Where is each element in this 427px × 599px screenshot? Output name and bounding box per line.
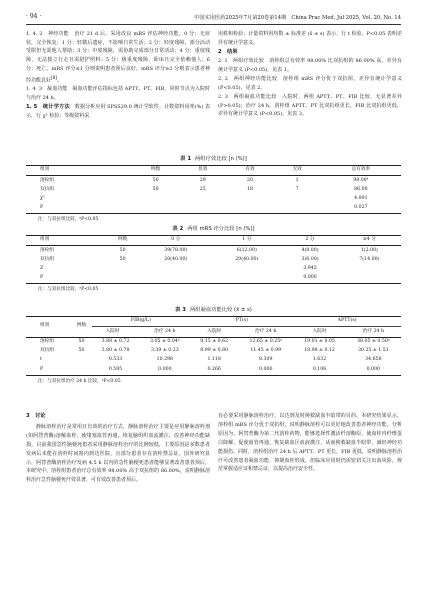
table-3-group-header: FIB(g/L)	[92, 317, 191, 327]
table-3-header: 例数	[71, 317, 91, 338]
section-1-4-2: 1. 4. 2 神经功能 治疗 21 d 后，采用改良 mRS 评估神经功能，0 分：无症状，完全恢复；1 分：轻微后遗症，不影响日常生活；2 分：轻度残障，部分活动受限但无需他人帮助；3 分：中度残障，需协助完成部分日常活动；4 分：重度残障，无法独立行走且需陪护照料；5 分：极重度残障，卧床且完全依赖他人；6 分：死亡。mRS 评分≤1 分则说明患者预后良好，mRS 评分≥2 分则表示患者神经功能良好[8]。	[26, 31, 210, 84]
table-2-note: 注：与双抗组比较，ᵃP<0.05	[38, 287, 99, 293]
table-row	[26, 347, 401, 356]
table-cell: 0.000	[238, 365, 293, 375]
section-2-2: 2. 2 两组神经功能比较 溶栓组 mRS 评分优于双抗组，差异有统计学意义 (P<0.05)，见表 2。	[218, 76, 402, 91]
table-cell: 8.99 ± 0.80	[200, 348, 229, 354]
table-cell: 双抗组	[40, 256, 55, 262]
table-1-header: 例数	[132, 166, 179, 176]
table-cell: 双抗组	[40, 348, 55, 354]
table-cell: 50	[119, 247, 126, 253]
section-2-3: 2. 3 两组凝血功能比较 入院时，两组 APTT、PT、FIB 比较，无显著差异 (P>0.05)；治疗 24 h，溶栓组 APTT、PT 比双抗组更长，FIB 比双抗组更低，差异有统计学意义 (P<0.05)，见表 3。	[218, 93, 402, 118]
table-cell: 1.118	[207, 357, 221, 363]
table-cell: 3(6.00)	[301, 256, 319, 262]
table-2-header: 例数	[105, 236, 140, 246]
table-1-header: 总有效率	[321, 166, 401, 176]
table-1-header: 有效	[226, 166, 273, 176]
table-cell: 4(8.00)	[301, 247, 319, 253]
section-2-1: 2. 1 两组疗效比较 溶栓组总有效率 98.00% 比双抗组的 86.00% 高，差异有统计学意义 (P<0.05)，见表 1。	[218, 58, 402, 73]
discussion-paragraph-right: 有必要采用静脉溶栓治疗，以达到及时挽救缺血半暗带的目的。本研究结果显示，溶栓组 mRS 评分优于双抗组，说明静脉溶栓可以更好地改善患者神经功能。分析原因为，阿替普酶为第二代溶栓药物，能够选择性激活纤溶酶原，使血栓内纤维蛋白降解，促使血管再通，恢复缺血区血液灌注，从而挽救缺血半暗带，减轻神经功能损伤。同时，溶栓组治疗 24 h 后 APTT、PT 更长，FIB 更低，说明静脉溶栓治疗可改善患者凝血功能，抑制血栓形成，但临床应用时仍需密切关注出血风险，规范掌握适应证和禁忌证，以提高治疗安全性。	[218, 413, 402, 473]
table-cell: 29	[199, 177, 206, 183]
table-cell: 11.45 ± 0.99	[250, 348, 282, 354]
table-3-subheader: 入院时	[190, 327, 238, 337]
table-cell: Z	[40, 266, 44, 272]
table-3-subheader: 治疗 24 h	[346, 327, 401, 337]
page-number: · 94 ·	[26, 13, 42, 20]
table-cell: 10.298	[156, 357, 174, 363]
table-cell: 39(78.00)	[164, 247, 188, 253]
table-cell: 18	[246, 186, 253, 192]
section-1-5: 1. 5 统计学方法 数据分析应用 SPSS29.0 统计学软件。计数资料用率(%) 表示，行 χ² 检验；等级资料采	[26, 104, 211, 119]
discussion-heading: 3 讨论	[26, 413, 46, 419]
table-3	[26, 305, 401, 384]
section-1-4-3: 1. 4. 3 凝血功能 凝血功能评估指标包括 APTT、PT、FIB，同时节点为入院时与治疗 24 h。	[26, 86, 210, 102]
table-cell: 1(2.00)	[360, 247, 378, 253]
table-1-header: 显效	[179, 166, 226, 176]
table-cell: P	[26, 365, 71, 375]
table-cell: 0.000	[346, 365, 401, 375]
table-cell: 38.05 ± 0.50ᵃ	[357, 338, 390, 344]
table-2-header: 2 分	[282, 236, 337, 246]
table-row	[26, 195, 401, 204]
table-cell: 1	[295, 177, 299, 183]
right-column-top	[218, 30, 402, 120]
table-3-header: 组别	[26, 317, 71, 338]
table-cell: 0.595	[92, 365, 140, 375]
table-row	[26, 356, 401, 365]
table-cell: 溶栓组	[40, 247, 55, 253]
table-cell: 4.891	[354, 196, 368, 202]
table-1-caption: 表 1 两组疗效比较 [n (%)]	[180, 156, 247, 162]
table-row	[26, 246, 401, 256]
table-3-group-header: PT(s)	[190, 317, 293, 327]
table-cell: 30.25 ± 1.51	[357, 348, 389, 354]
table-cell: 3.88 ± 0.72	[101, 338, 130, 344]
table-cell: 20(40.00)	[164, 256, 188, 262]
table-cell: 0.027	[321, 204, 401, 214]
table-2-header: 0 分	[140, 236, 211, 246]
table-row	[26, 186, 401, 195]
table-1-header: 无效	[274, 166, 321, 176]
table-cell: P	[26, 204, 132, 214]
discussion-paragraph-left: 静脉溶栓治疗是常用且有效的治疗方式，静脉溶栓治疗主要是应用静脉溶栓剂(如阿替普酶)溶解血栓，使堵塞血管再通，恢复脑组织血流灌注，改善神经功能缺损。目前我国急性脑梗死患者采用静脉溶栓治疗的比例较低，主要原因是多数患者发病后未能在溶栓时间窗内到达医院，且部分患者存在溶栓禁忌证。国外研究显示，阿替普酶溶栓治疗发病 4.5 h 以内的急性脑梗死患者能够显著改善患者预后。本研究中，溶栓组患者治疗总有效率 98.00% 高于双抗组的 86.00%，说明静脉溶栓治疗急性脑梗死疗效显著，可有效改善患者预后。	[26, 423, 210, 484]
table-cell: 25	[199, 186, 206, 192]
table-3-subheader: 治疗 24 h	[140, 327, 191, 337]
results-heading: 2 结果	[218, 48, 238, 55]
table-cell: 溶栓组	[40, 177, 55, 183]
table-cell: 3.39 ± 0.23	[150, 348, 179, 354]
left-column-top	[26, 30, 210, 121]
table-2-header: 1 分	[211, 236, 282, 246]
table-3-group-header: APTT(s)	[293, 317, 401, 327]
table-1	[26, 154, 401, 222]
table-cell: 50	[119, 256, 126, 262]
table-cell: 50	[152, 177, 159, 183]
table-cell: 6(12.00)	[236, 247, 257, 253]
table-3-caption: 表 3 两组凝血功能比较 (x̄ ± s)	[175, 307, 252, 313]
table-row	[26, 176, 401, 186]
table-cell: 19.01 ± 0.05	[304, 338, 335, 344]
table-cell: 0.000	[282, 274, 337, 284]
table-cell: 0.106	[293, 365, 345, 375]
table-3-note: 注：与双抗组治疗 24 h 比较，ᵃP<0.05	[38, 378, 121, 384]
table-cell: 20	[246, 177, 253, 183]
table-cell: 50	[78, 338, 85, 344]
table-cell: 20(40.00)	[235, 256, 259, 262]
table-3-subheader: 入院时	[92, 327, 140, 337]
table-cell: 9.15 ± 0.62	[200, 338, 229, 344]
table-cell: 3.945	[303, 266, 317, 272]
table-cell: 溶栓组	[40, 338, 55, 344]
table-cell: 7	[295, 186, 299, 192]
table-cell: 98.00ᵃ	[353, 177, 369, 183]
table-cell: 0.000	[140, 365, 191, 375]
table-1-note: 注：与双抗组比较，ᵃP<0.05	[38, 217, 99, 223]
table-row	[26, 204, 401, 214]
table-row	[26, 274, 401, 284]
table-cell: 0.266	[190, 365, 238, 375]
stats-continued: 用秩和检验；计量资料用均数 ± 标准差 (x̄ ± s) 表示，行 t 检验。P<0.05 表明差异有统计学意义。	[218, 31, 402, 46]
table-cell: 50	[152, 186, 159, 192]
table-2	[26, 224, 401, 292]
table-cell: 1.632	[312, 357, 327, 363]
discussion-left	[26, 412, 210, 485]
table-cell: 3.80 ± 0.78	[101, 348, 130, 354]
table-cell: 86.00	[354, 186, 368, 192]
table-row	[26, 265, 401, 274]
table-cell: P	[26, 274, 105, 284]
table-row	[26, 365, 401, 375]
table-3-subheader: 入院时	[293, 327, 345, 337]
table-2-header: ≥4 分	[338, 236, 401, 246]
table-2-caption: 表 2 两组 mRS 评分比较 [n (%)]	[172, 226, 255, 232]
table-3-subheader: 治疗 24 h	[238, 327, 293, 337]
table-cell: χ²	[40, 196, 45, 202]
table-cell: 34.658	[365, 357, 382, 363]
table-cell: 3.05 ± 0.04ᵃ	[150, 338, 180, 344]
table-cell: 50	[78, 348, 85, 354]
table-row	[26, 337, 401, 347]
header-rule	[26, 24, 401, 25]
table-2-header: 组别	[26, 236, 105, 246]
table-cell: 7(14.00)	[359, 256, 380, 262]
journal-info: 中国实用医药2025年7月第20卷第14期 China Prac Med, Jul 2025, Vol. 20, No. 14	[194, 15, 401, 21]
table-cell: 12.65 ± 0.25ᵃ	[249, 338, 283, 344]
table-cell: 0.533	[108, 357, 123, 363]
discussion-right	[218, 412, 402, 474]
table-cell: 8.309	[259, 357, 273, 363]
table-cell: 18.98 ± 0.12	[304, 348, 335, 354]
table-cell: t	[40, 357, 42, 363]
table-1-header: 组别	[26, 166, 132, 176]
page-header	[26, 13, 401, 23]
table-cell: 双抗组	[40, 186, 55, 192]
table-row	[26, 256, 401, 265]
